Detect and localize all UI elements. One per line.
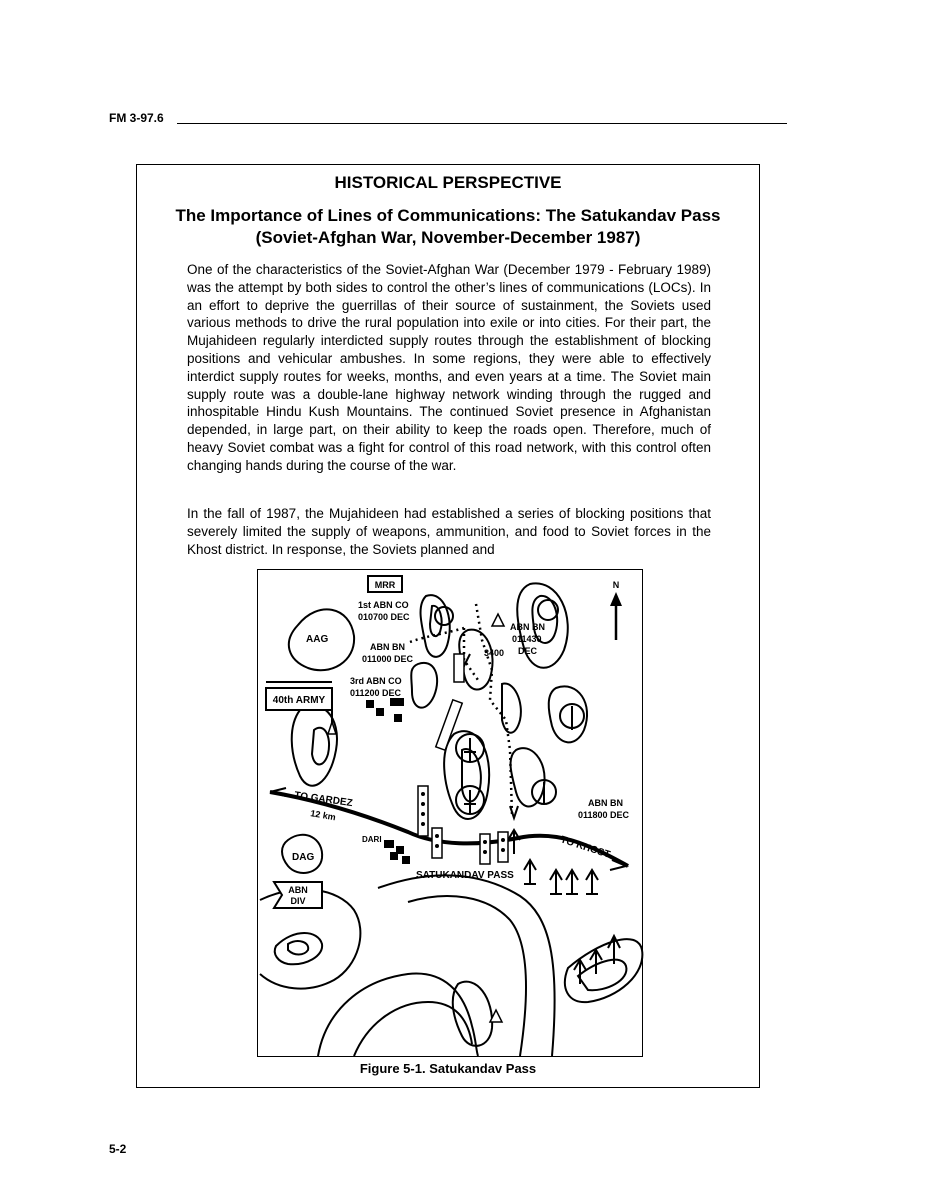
label-to-gardez: TO GARDEZ xyxy=(293,790,354,810)
contour-north-ridge-1 xyxy=(421,595,450,657)
hill-3400-marker xyxy=(492,614,504,626)
page-header xyxy=(109,111,787,127)
map-svg xyxy=(258,570,644,1058)
label-3rd-abn-co-time: 011200 DEC xyxy=(350,688,402,698)
label-hill-3400: 3400 xyxy=(484,648,505,658)
historical-perspective-box xyxy=(136,164,760,1088)
label-mrr: MRR xyxy=(374,580,396,590)
label-satukandav-pass: SATUKANDAV PASS xyxy=(416,870,514,881)
label-abn-bn-a-time: 011000 DEC xyxy=(362,654,414,664)
subtitle-line-2: (Soviet-Afghan War, November-December 1987) xyxy=(255,228,641,247)
north-arrow xyxy=(610,592,622,640)
label-aag: AAG xyxy=(306,634,329,645)
label-abn-bn-b-time: 011430 xyxy=(512,634,542,644)
label-to-khost: TO KHOST xyxy=(559,834,612,861)
figure-caption: Figure 5-1. Satukandav Pass xyxy=(359,1061,537,1076)
contour-40th-army-ridge xyxy=(292,705,337,785)
contour-east-ridge-1 xyxy=(549,686,587,742)
satukandav-pass-map xyxy=(257,569,643,1057)
label-abn-div-line1: ABN xyxy=(288,885,308,895)
label-abn-bn-a: ABN BN xyxy=(370,642,405,652)
label-distance: 12 km xyxy=(309,808,337,823)
section-title: HISTORICAL PERSPECTIVE xyxy=(334,173,562,192)
paragraph-1: One of the characteristics of the Soviet-Afghan War (December 1979 - February 1989) was the attempt by both sides to control the other’s lines of communications (LOCs). In an effort to deprive the guerrillas of their source of sustainment, the Soviets used various methods to drive the rural population into exile or into cities. For their part, the Mujahideen regularly interdicted supply routes through the establishment of blocking positions and vehicular ambushes. In some regions, they were able to effectively interdict supply routes for weeks, months, and even years at a time. The Soviet main supply route was a double-lane highway network winding through the rugged and inhospitable Hindu Kush Mountains. The continued Soviet presence in Afghanistan depended, in large part, on their ability to keep the roads open. Therefore, much of heavy Soviet combat was a fight for control of this road network, with this control often changing hands during the course of the war. xyxy=(187,262,711,473)
contour-east-ridge-3 xyxy=(511,748,545,806)
label-dag: DAG xyxy=(292,852,315,863)
label-abn-bn-c: ABN BN xyxy=(588,798,623,808)
label-3rd-abn-co: 3rd ABN CO xyxy=(350,676,402,686)
label-north: N xyxy=(612,580,620,590)
label-abn-bn-b-dec: DEC xyxy=(518,646,538,656)
label-abn-bn-b: ABN BN xyxy=(510,622,545,632)
label-1st-abn-co-time: 010700 DEC xyxy=(358,612,410,622)
paragraph-2: In the fall of 1987, the Mujahideen had established a series of blocking positions that severely limited the supply of weapons, ammunition, and food to Soviet forces in the Khost district. In response, the Soviets planned and xyxy=(187,506,711,557)
page-number: 5-2 xyxy=(109,1142,127,1156)
label-dari: DARI xyxy=(362,835,382,844)
label-1st-abn-co: 1st ABN CO xyxy=(358,600,409,610)
section-subtitle xyxy=(137,205,759,249)
mujahideen-position-6 xyxy=(435,607,453,625)
contour-centre-ridge xyxy=(411,663,437,708)
contour-south-valley-inner xyxy=(408,896,526,1056)
contour-south-valley-outer xyxy=(378,875,555,1056)
label-abn-bn-c-time: 011800 DEC xyxy=(578,810,630,820)
contour-east-ridge-2 xyxy=(502,684,521,733)
contour-southeast-hills xyxy=(565,939,642,1002)
header-rule xyxy=(177,123,787,124)
subtitle-line-1: The Importance of Lines of Communications: The Satukandav Pass xyxy=(175,206,721,225)
label-abn-div-line2: DIV xyxy=(290,896,306,906)
label-40th-army: 40th ARMY xyxy=(272,695,326,706)
soviet-units-3rd-abn-co xyxy=(366,698,404,722)
manual-code: FM 3-97.6 xyxy=(109,111,164,125)
soviet-units-dari xyxy=(384,840,410,864)
